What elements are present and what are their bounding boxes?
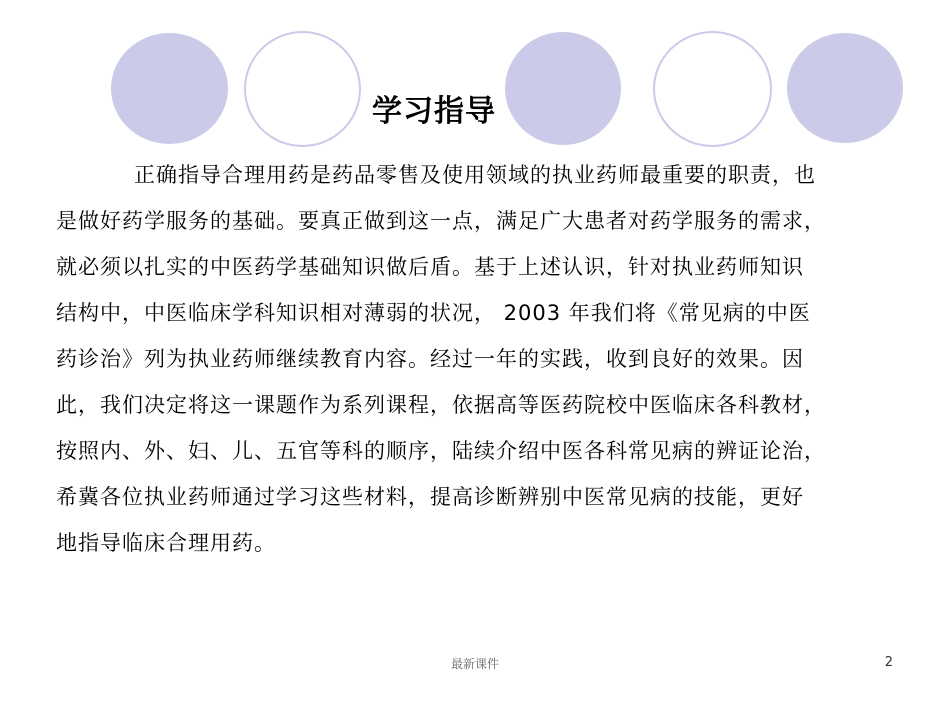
paragraph-line: 是做好药学服务的基础。要真正做到这一点，满足广大患者对药学服务的需求， [56, 209, 826, 233]
decorative-circle-3 [505, 32, 621, 145]
paragraph-line: 就必须以扎实的中医药学基础知识做后盾。基于上述认识，针对执业药师知识 [56, 255, 804, 279]
decorative-circle-4 [653, 31, 772, 147]
decorative-circle-5 [787, 33, 903, 143]
slide-title: 学习指导 [372, 94, 496, 129]
paragraph-line: 正确指导合理用药是药品零售及使用领域的执业药师最重要的职责，也 [134, 163, 816, 187]
paragraph-line: 地指导临床合理用药。 [56, 531, 276, 555]
paragraph-line: 希冀各位执业药师通过学习这些材料，提高诊断辨别中医常见病的技能，更好 [56, 485, 804, 509]
body-paragraph [56, 152, 886, 566]
page-number: 2 [884, 655, 893, 670]
decorative-circle-2 [244, 31, 361, 147]
decorative-circle-1 [111, 33, 228, 144]
paragraph-line: 药诊治》列为执业药师继续教育内容。经过一年的实践，收到良好的效果。因 [56, 347, 804, 371]
paragraph-line: 此，我们决定将这一课题作为系列课程，依据高等医药院校中医临床各科教材， [56, 393, 826, 417]
paragraph-line: 结构中，中医临床学科知识相对薄弱的状况， 2003 年我们将《常见病的中医 [56, 301, 811, 325]
paragraph-line: 按照内、外、妇、儿、五官等科的顺序，陆续介绍中医各科常见病的辨证论治， [56, 439, 826, 463]
slide-footer: 最新课件 [450, 657, 499, 671]
